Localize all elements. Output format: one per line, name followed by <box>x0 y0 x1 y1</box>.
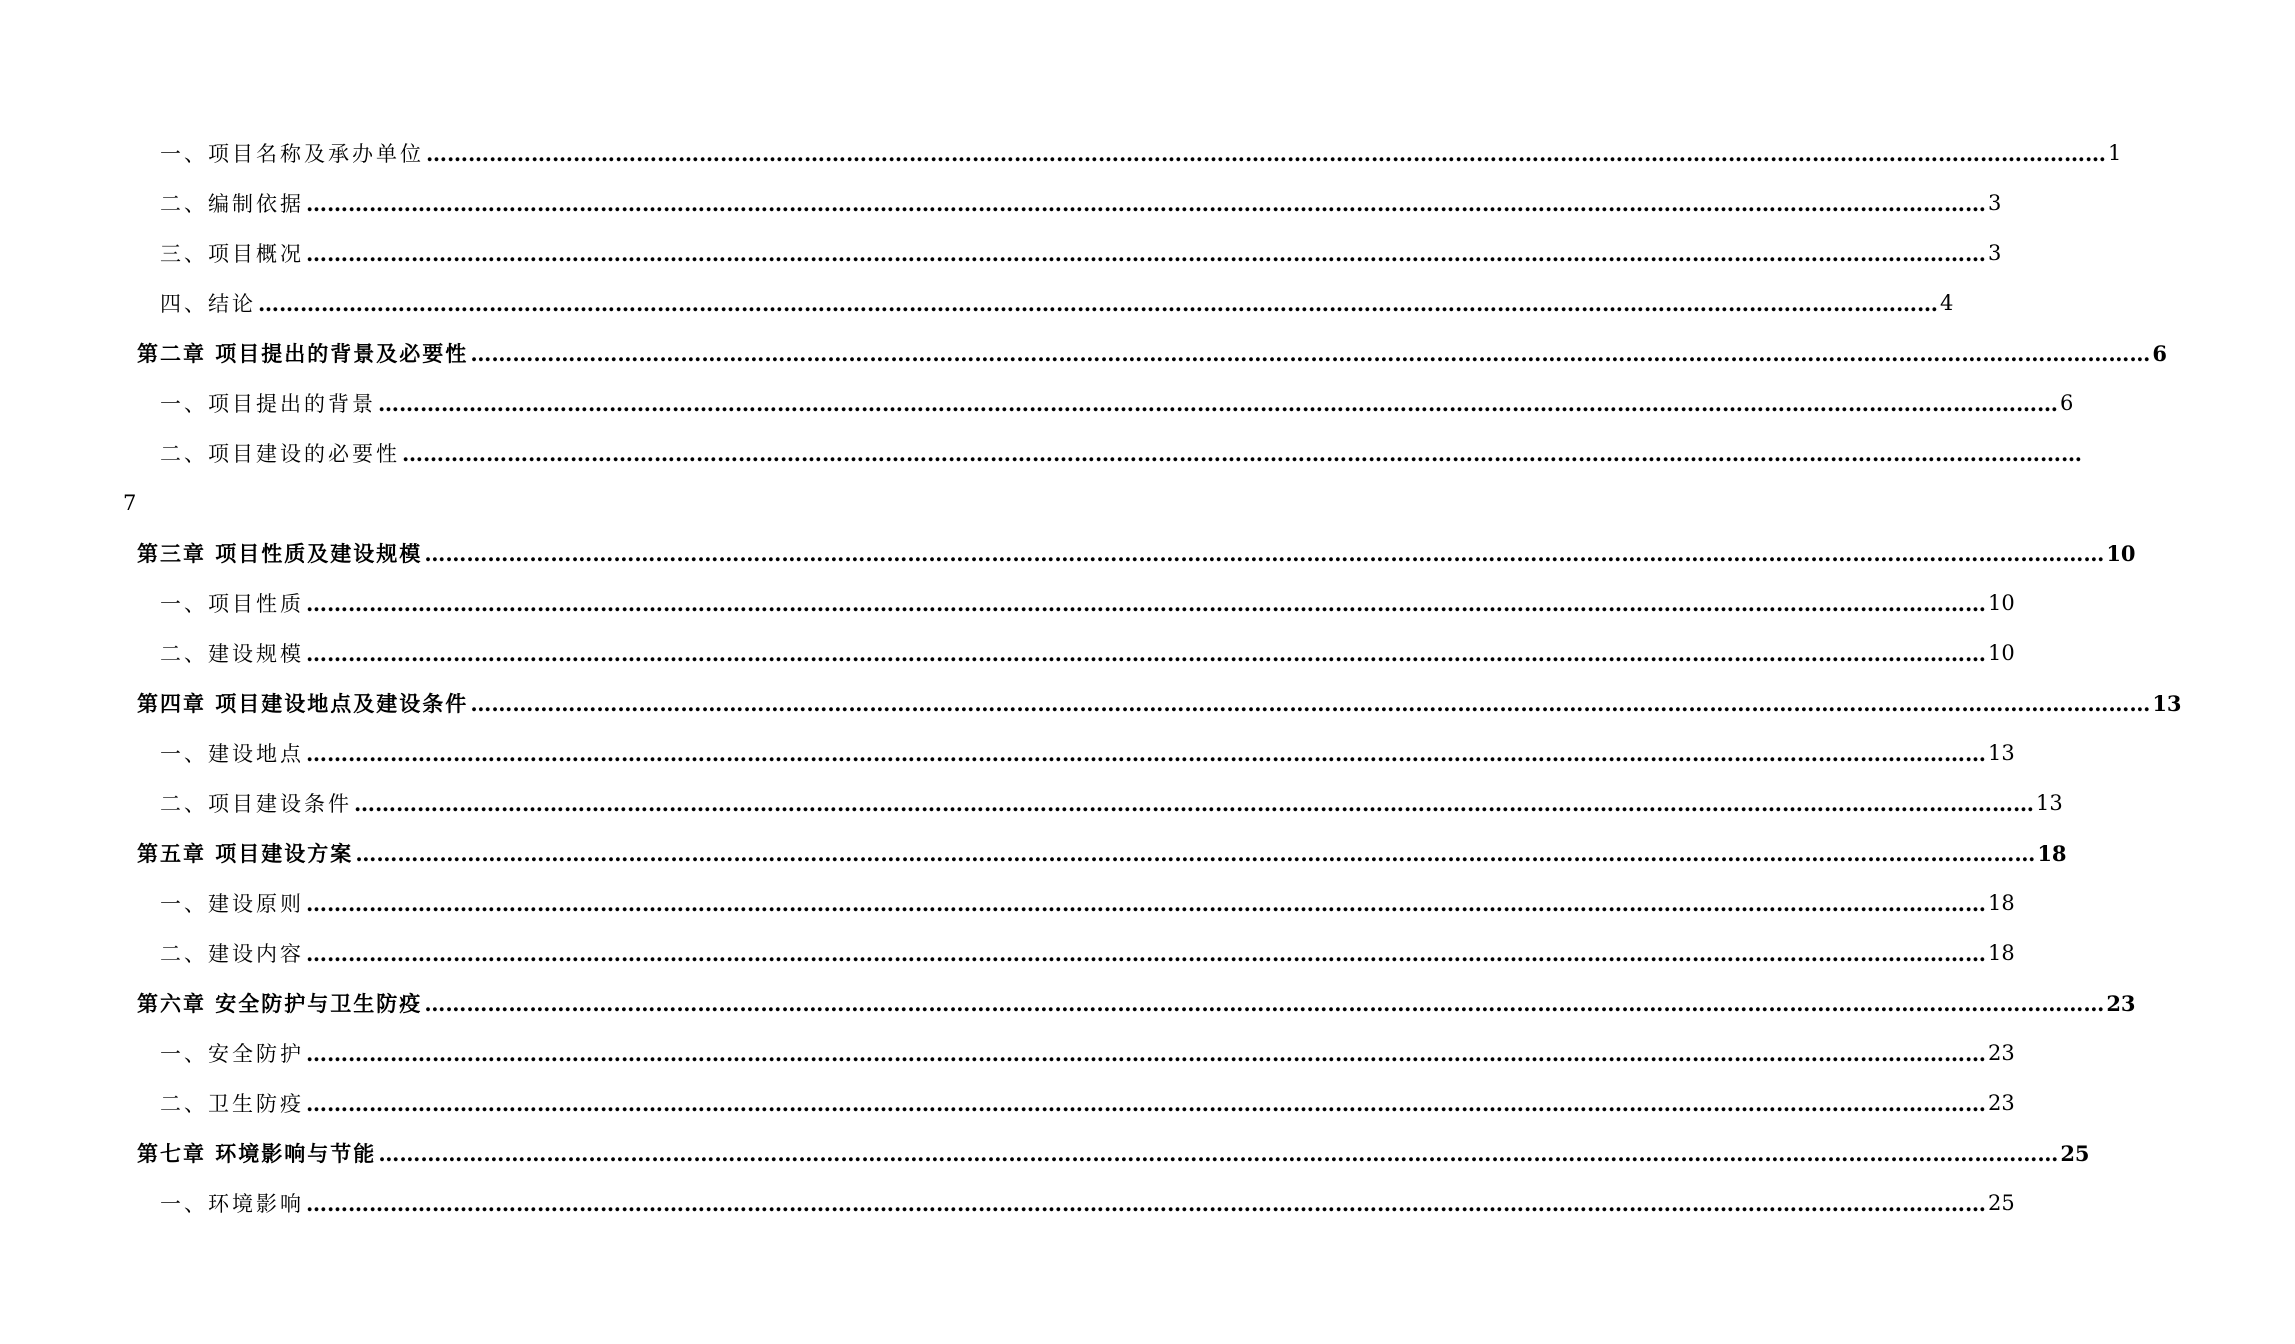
toc-dot-leader: …………………………………………………………………………………………………………………………………………………………………………………………………………………… <box>424 990 2105 1016</box>
toc-page-number: 6 <box>2060 391 2074 415</box>
toc-page-number: 1 <box>2108 141 2122 165</box>
toc-dot-leader: …………………………………………………………………………………………………………………………………………………………………………………………………………………… <box>306 1190 1986 1216</box>
toc-section-entry[interactable] <box>0 928 2015 978</box>
toc-entry-title: 二、卫生防疫 <box>160 1092 304 1116</box>
toc-page-number: 4 <box>1940 291 1954 315</box>
toc-section-entry[interactable] <box>0 228 2002 278</box>
toc-wrapped-page-number: 7 <box>123 491 137 515</box>
toc-dot-leader: …………………………………………………………………………………………………………………………………………………………………………………………………………………… <box>306 640 1986 666</box>
toc-section-entry[interactable] <box>0 878 2015 928</box>
toc-page-number: 25 <box>2060 1140 2090 1166</box>
toc-dot-leader: …………………………………………………………………………………………………………………………………………………………………………………………………………………… <box>306 1040 1986 1066</box>
toc-entry-title: 二、建设内容 <box>160 942 304 966</box>
toc-section-entry[interactable] <box>0 278 1954 328</box>
toc-entry-title: 二、项目建设的必要性 <box>160 442 400 466</box>
toc-dot-leader: …………………………………………………………………………………………………………………………………………………………………………………………………………………… <box>378 390 2058 416</box>
toc-dot-leader: …………………………………………………………………………………………………………………………………………………………………………………………………………………… <box>426 140 2106 166</box>
toc-dot-leader: …………………………………………………………………………………………………………………………………………………………………………………………………………………… <box>258 290 1938 316</box>
toc-dot-leader: …………………………………………………………………………………………………………………………………………………………………………………………………………………… <box>306 190 1986 216</box>
toc-entry-title: 一、安全防护 <box>160 1042 304 1066</box>
toc-entry-title: 第三章 项目性质及建设规模 <box>137 541 423 566</box>
toc-page-number: 13 <box>1988 741 2015 765</box>
toc-page-number: 13 <box>2152 690 2182 716</box>
toc-section-entry[interactable] <box>0 578 2015 628</box>
toc-section-entry[interactable] <box>0 778 2063 828</box>
toc-entry-title: 第七章 环境影响与节能 <box>137 1141 377 1166</box>
toc-dot-leader: …………………………………………………………………………………………………………………………………………………………………………………………………………………… <box>378 1140 2059 1166</box>
toc-chapter-entry[interactable] <box>0 328 2167 378</box>
toc-section-entry[interactable] <box>0 728 2015 778</box>
toc-dot-leader: …………………………………………………………………………………………………………………………………………………………………………………………………………………… <box>424 540 2105 566</box>
toc-entry-title: 一、项目性质 <box>160 592 304 616</box>
toc-dot-leader: …………………………………………………………………………………………………………………………………………………………………………………………………………………… <box>306 240 1986 266</box>
toc-entry-title: 第四章 项目建设地点及建设条件 <box>137 691 469 716</box>
toc-entry-title: 第五章 项目建设方案 <box>137 841 354 866</box>
toc-page-number: 18 <box>1988 891 2015 915</box>
toc-dot-leader: …………………………………………………………………………………………………………………………………………………………………………………………………………………… <box>470 690 2151 716</box>
toc-entry-title: 三、项目概况 <box>160 242 304 266</box>
toc-dot-leader: …………………………………………………………………………………………………………………………………………………………………………………………………………………… <box>306 590 1986 616</box>
toc-chapter-entry[interactable] <box>0 528 2136 578</box>
toc-chapter-entry[interactable] <box>0 1128 2090 1178</box>
toc-page-number: 23 <box>1988 1091 2015 1115</box>
toc-entry-title: 二、建设规模 <box>160 642 304 666</box>
toc-dot-leader: …………………………………………………………………………………………………………………………………………………………………………………………………………………… <box>402 440 2082 466</box>
toc-entry-title: 一、环境影响 <box>160 1192 304 1216</box>
toc-dot-leader: …………………………………………………………………………………………………………………………………………………………………………………………………………………… <box>306 1090 1986 1116</box>
toc-section-entry[interactable] <box>0 1078 2015 1128</box>
toc-dot-leader: …………………………………………………………………………………………………………………………………………………………………………………………………………………… <box>306 940 1986 966</box>
toc-page-number: 23 <box>1988 1041 2015 1065</box>
toc-chapter-entry[interactable] <box>0 828 2067 878</box>
toc-page-number: 18 <box>2037 840 2067 866</box>
toc-entry-title: 一、建设原则 <box>160 892 304 916</box>
toc-entry-title: 二、项目建设条件 <box>160 792 352 816</box>
toc-dot-leader: …………………………………………………………………………………………………………………………………………………………………………………………………………………… <box>470 340 2151 366</box>
toc-dot-leader: …………………………………………………………………………………………………………………………………………………………………………………………………………………… <box>306 740 1986 766</box>
toc-section-entry[interactable] <box>0 1178 2015 1228</box>
toc-page-number: 10 <box>2106 540 2136 566</box>
toc-dot-leader: …………………………………………………………………………………………………………………………………………………………………………………………………………………… <box>355 840 2036 866</box>
toc-dot-leader: …………………………………………………………………………………………………………………………………………………………………………………………………………………… <box>354 790 2034 816</box>
toc-section-entry[interactable] <box>0 178 2002 228</box>
table-of-contents <box>0 128 2182 1228</box>
toc-page-number: 3 <box>1988 241 2002 265</box>
toc-page-number: 25 <box>1988 1191 2015 1215</box>
toc-dot-leader: …………………………………………………………………………………………………………………………………………………………………………………………………………………… <box>306 890 1986 916</box>
toc-section-entry[interactable] <box>0 128 2122 178</box>
toc-page-number: 3 <box>1988 191 2002 215</box>
toc-chapter-entry[interactable] <box>0 678 2182 728</box>
toc-section-entry[interactable] <box>0 378 2074 428</box>
toc-section-entry[interactable] <box>0 1028 2015 1078</box>
toc-page-number: 13 <box>2036 791 2063 815</box>
toc-entry-title: 一、项目提出的背景 <box>160 392 376 416</box>
toc-page-number: 23 <box>2106 990 2136 1016</box>
toc-page-number: 18 <box>1988 941 2015 965</box>
toc-page-number: 6 <box>2152 340 2167 366</box>
toc-entry-title: 一、项目名称及承办单位 <box>160 142 424 166</box>
toc-page-number: 10 <box>1988 641 2015 665</box>
toc-section-entry[interactable] <box>0 428 2082 478</box>
toc-page-number: 10 <box>1988 591 2015 615</box>
toc-entry-title: 第二章 项目提出的背景及必要性 <box>137 341 469 366</box>
toc-entry-title: 第六章 安全防护与卫生防疫 <box>137 991 423 1016</box>
toc-entry-title: 四、结论 <box>160 292 256 316</box>
toc-entry-title: 二、编制依据 <box>160 192 304 216</box>
toc-entry-title: 一、建设地点 <box>160 742 304 766</box>
toc-section-entry[interactable] <box>0 628 2015 678</box>
toc-chapter-entry[interactable] <box>0 978 2136 1028</box>
